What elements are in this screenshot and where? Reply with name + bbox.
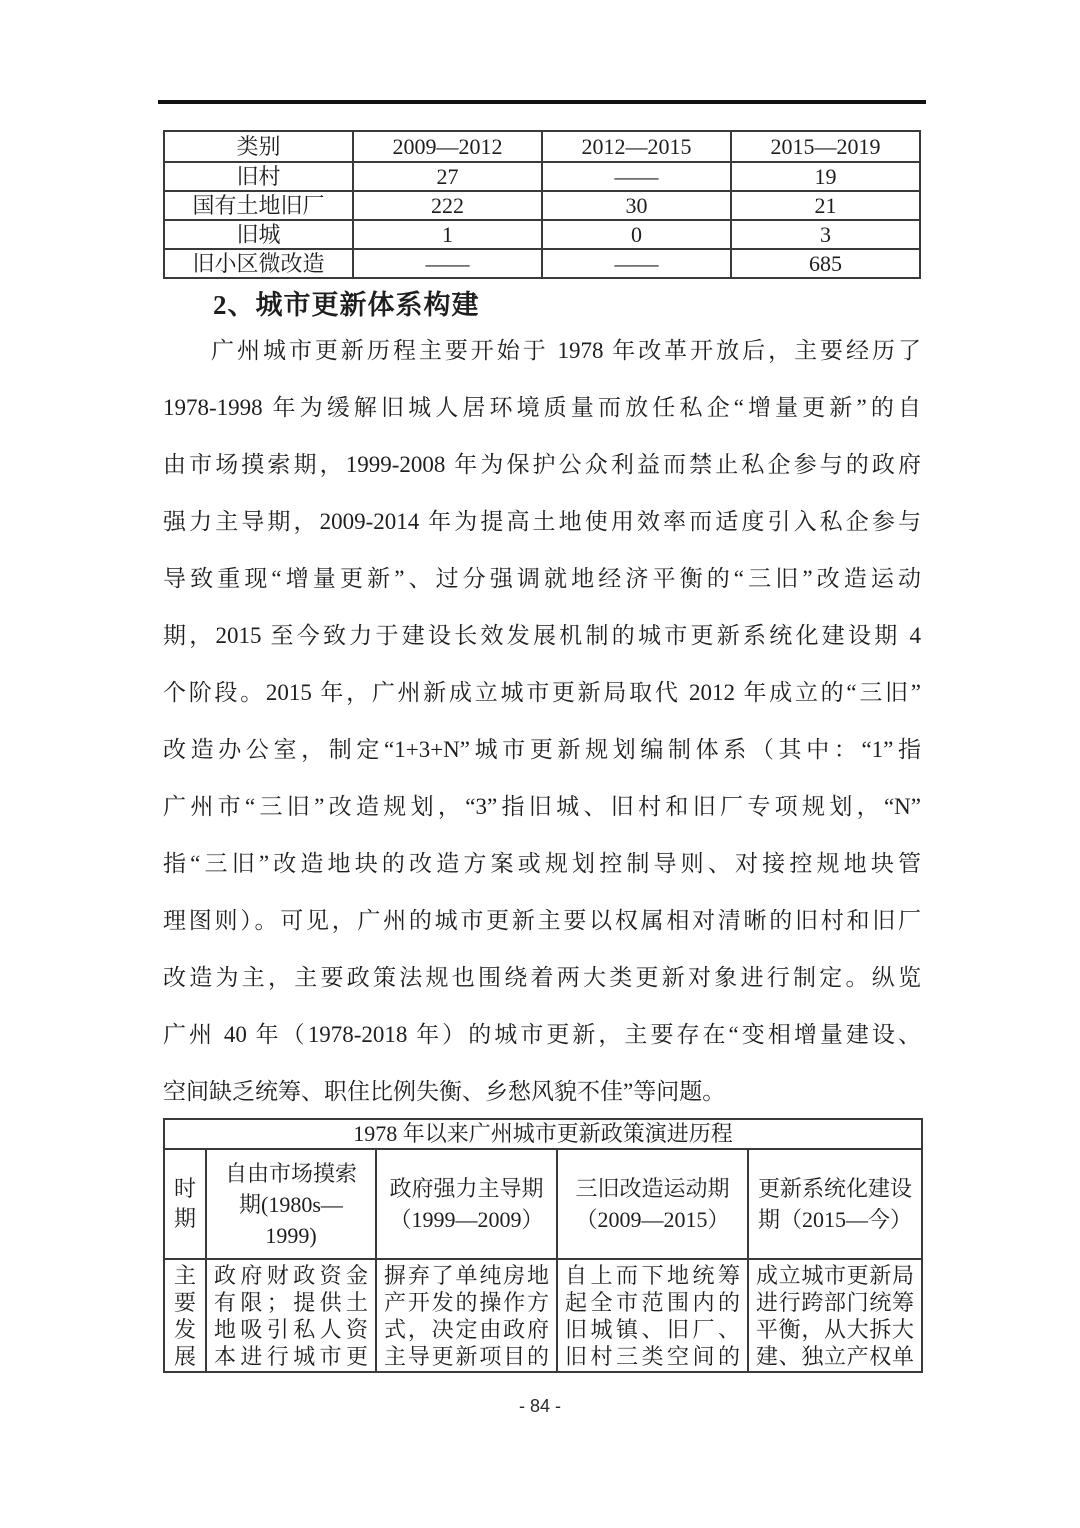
paragraph-line: 广州市“三旧”改造规划，“3”指旧城、旧村和旧厂专项规划，“N” [163,794,921,819]
paragraph-line: 由市场摸索期，1999-2008 年为保护公众利益而禁止私企参与的政府 [163,452,921,477]
vertical-label-char: 主 [173,1262,196,1288]
renewal-projects-table [163,130,921,279]
paragraph-line: 期，2015 至今致力于建设长效发展机制的城市更新系统化建设期 4 [163,623,921,648]
cell-line: 旧城镇、旧厂、 [565,1316,740,1342]
value-cell: 19 [731,162,920,191]
table-header-row [164,131,920,162]
cell-line: 成立城市更新局 [756,1262,915,1288]
value-cell: 685 [731,249,920,278]
cell-line: 摒弃了单纯房地 [384,1262,549,1288]
renewal-projects-table-body [164,162,920,278]
cell-line: 1999) [265,1222,317,1248]
value-cell: 222 [353,191,542,220]
row-label-cell: 旧城 [164,220,353,249]
development-cell [748,1259,922,1372]
vertical-label-char: 期 [173,1206,196,1231]
policy-evolution-table-body [164,1119,922,1372]
cell-line: 有限；提供土 [214,1289,368,1315]
value-cell: 27 [353,162,542,191]
paragraph-line: 1978-1998 年为缓解旧城人居环境质量而放任私企“增量更新”的自 [163,395,921,420]
paragraph-line: 改造办公室，制定“1+3+N”城市更新规划编制体系（其中：“1”指 [163,737,921,762]
paragraph-line: 导致重现“增量更新”、过分强调就地经济平衡的“三旧”改造运动 [163,566,921,591]
cell-line: （2009—2015） [575,1207,730,1232]
cell-line: 建、独立产权单 [756,1343,915,1369]
row-label-cell: 旧小区微改造 [164,249,353,278]
cell-line: 本进行城市更 [214,1343,368,1369]
table-row [164,249,920,278]
cell-line: 期(1980s— [239,1191,343,1217]
row-label-cell: 旧村 [164,162,353,191]
paragraph-line: 改造为主，主要政策法规也围绕着两大类更新对象进行制定。纵览 [163,965,921,990]
cell-line: 期（2015—今） [758,1207,913,1232]
paragraph-line: 个阶段。2015 年，广州新成立城市更新局取代 2012 年成立的“三旧” [163,680,921,705]
cell-line: 地吸引私人资 [214,1316,368,1342]
paragraph-line: 广州 40 年（1978-2018 年）的城市更新，主要存在“变相增量建设、 [163,1022,921,1047]
period-header-cell [206,1149,376,1259]
table-row [164,191,920,220]
cell-line: 平衡，从大拆大 [756,1316,915,1342]
row-label-cell: 国有土地旧厂 [164,191,353,220]
vertical-label-char: 发 [173,1316,196,1342]
period-row-label [164,1149,206,1259]
cell-line: 三旧改造运动期 [575,1176,730,1201]
paragraph-line: 指“三旧”改造地块的改造方案或规划控制导则、对接控规地块管 [163,851,921,876]
table-title: 1978 年以来广州城市更新政策演进历程 [164,1119,922,1149]
cell-line: 式，决定由政府 [384,1316,549,1342]
cell-line: 进行跨部门统筹 [756,1289,915,1315]
body-paragraph [163,322,921,1120]
policy-evolution-table [163,1118,923,1373]
development-cell [376,1259,557,1372]
value-cell: 21 [731,191,920,220]
column-header-cell: 2012—2015 [542,131,731,162]
cell-line: 旧村三类空间的 [565,1343,740,1369]
header-rule [158,100,926,104]
value-cell: 30 [542,191,731,220]
period-header-cell [748,1149,922,1259]
value-cell: —— [542,162,731,191]
period-header-cell [376,1149,557,1259]
cell-line: 产开发的操作方 [384,1289,549,1315]
table-header-row [164,1149,922,1259]
column-header-cell: 2009—2012 [353,131,542,162]
column-header-cell: 类别 [164,131,353,162]
paragraph-line: 理图则）。可见，广州的城市更新主要以权属相对清晰的旧村和旧厂 [163,908,921,933]
paragraph-line: 强力主导期，2009-2014 年为提高土地使用效率而适度引入私企参与 [163,509,921,534]
development-row-label [164,1259,206,1372]
table-title-row [164,1119,922,1149]
cell-line: 主导更新项目的 [384,1343,549,1369]
table-row [164,162,920,191]
paragraph-line: 空间缺乏统筹、职住比例失衡、乡愁风貌不佳”等问题。 [163,1079,726,1104]
value-cell: 3 [731,220,920,249]
value-cell: —— [542,249,731,278]
cell-line: 政府强力主导期 [389,1176,544,1201]
cell-line: 政府财政资金 [214,1262,368,1288]
development-cell [206,1259,376,1372]
cell-line: 自上而下地统筹 [565,1262,740,1288]
section-heading: 2、城市更新体系构建 [213,290,480,320]
vertical-label-char: 要 [173,1289,196,1315]
value-cell: 1 [353,220,542,249]
page-number: - 84 - [518,1396,561,1416]
value-cell: 0 [542,220,731,249]
cell-line: 起全市范围内的 [565,1289,740,1315]
paragraph-line: 广州城市更新历程主要开始于 1978 年改革开放后，主要经历了 [211,338,921,363]
cell-line: （1999—2009） [389,1207,544,1232]
value-cell: —— [353,249,542,278]
table-row [164,220,920,249]
cell-line: 自由市场摸索 [224,1160,357,1186]
development-cell [557,1259,748,1372]
period-header-cell [557,1149,748,1259]
vertical-label-char: 时 [173,1176,196,1201]
vertical-label-char: 展 [173,1343,196,1369]
cell-line: 更新系统化建设 [758,1176,913,1201]
renewal-projects-table-head [164,131,920,162]
table-row [164,1259,922,1372]
column-header-cell: 2015—2019 [731,131,920,162]
